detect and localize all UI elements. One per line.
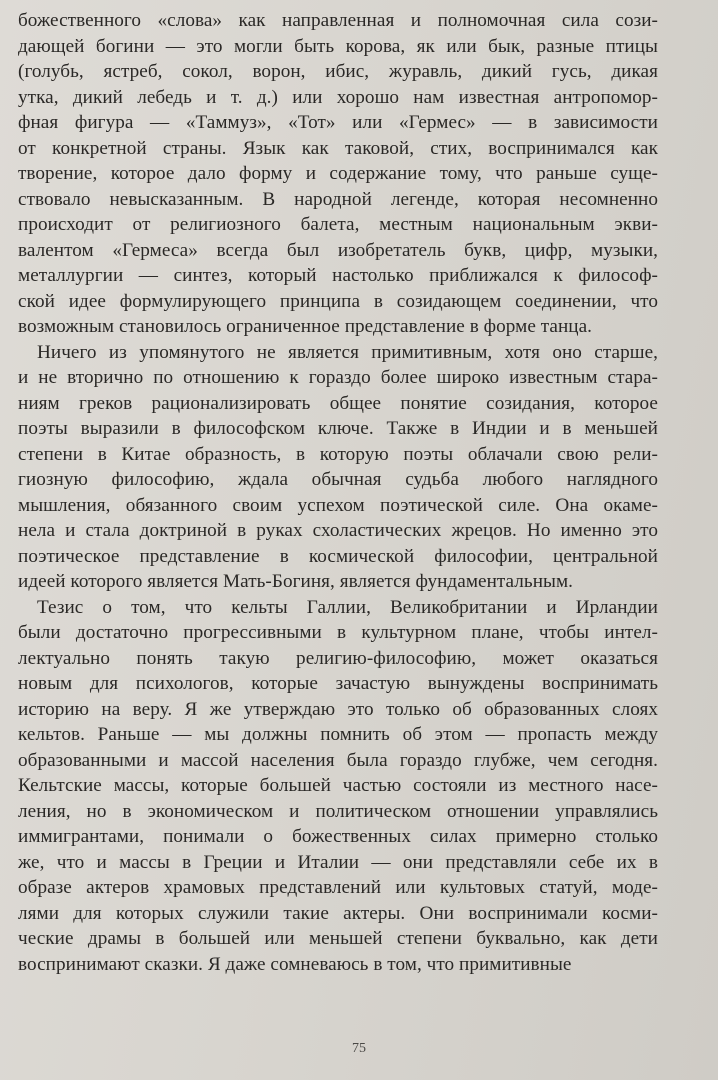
text-line: иммигрантами, понимали о божественных силах примерно столько bbox=[18, 826, 658, 847]
text-line: идеей которого является Мать-Богиня, является фундаментальным. bbox=[18, 571, 574, 592]
paragraph bbox=[18, 8, 658, 340]
text-line: происходит от религиозного балета, местным национальным экви- bbox=[18, 214, 658, 235]
paragraph bbox=[18, 595, 658, 978]
text-line: историю на веру. Я же утверждаю это только об образованных слоях bbox=[18, 698, 658, 720]
text-line: и не вторично по отношению к гораздо более широко известным стара- bbox=[18, 367, 658, 388]
text-line: мышления, обязанного своим успехом поэтической силе. Она окаме- bbox=[18, 494, 658, 516]
text-line: были достаточно прогрессивными в культурном плане, чтобы интел- bbox=[18, 622, 658, 643]
text-line: ческие драмы в большей или меньшей степени буквально, как дети bbox=[18, 928, 658, 949]
text-line: ления, но в экономическом и политическом отношении управлялись bbox=[18, 800, 658, 822]
text-line: металлургии — синтез, который настолько приближался к философ- bbox=[18, 265, 658, 286]
text-line: воспринимают сказки. Я даже сомневаюсь в том, что примитивные bbox=[18, 953, 572, 975]
page-number: 75 bbox=[352, 1041, 366, 1056]
text-line: ниям греков рационализировать общее понятие созидания, которое bbox=[18, 392, 658, 414]
paragraph bbox=[18, 340, 658, 595]
text-line: новым для психологов, которые зачастую вынуждены воспринимать bbox=[18, 673, 658, 694]
text-line: поэты выразили в философском ключе. Также в Индии и в меньшей bbox=[18, 418, 658, 439]
text-line: поэтическое представление в космической философии, центральной bbox=[18, 545, 658, 567]
text-line: лями для которых служили такие актеры. Они воспринимали косми- bbox=[18, 902, 658, 924]
text-line: степени в Китае образность, в которую поэты облачали свою рели- bbox=[18, 443, 658, 465]
text-line: утка, дикий лебедь и т. д.) или хорошо нам известная антропомор- bbox=[18, 86, 658, 108]
body-text bbox=[18, 8, 658, 977]
text-line: (голубь, ястреб, сокол, ворон, ибис, журавль, дикий гусь, дикая bbox=[18, 61, 658, 82]
text-line: от конкретной страны. Язык как таковой, стих, воспринимался как bbox=[18, 137, 658, 159]
text-line: гиозную философию, ждала обычная судьба любого наглядного bbox=[18, 469, 658, 490]
text-line: фная фигура — «Таммуз», «Тот» или «Гермес» — в зависимости bbox=[18, 112, 658, 133]
text-line: же, что и массы в Греции и Италии — они представляли себе их в bbox=[18, 851, 658, 873]
text-line: кельтов. Раньше — мы должны помнить об этом — пропасть между bbox=[18, 724, 658, 745]
text-line: ствовало невысказанным. В народной легенде, которая несомненно bbox=[18, 188, 658, 210]
text-line: образе актеров храмовых представлений или культовых статуй, моде- bbox=[18, 877, 658, 898]
text-line: творение, которое дало форму и содержание тому, что раньше суще- bbox=[18, 163, 658, 184]
text-line: божественного «слова» как направленная и полномочная сила сози- bbox=[18, 10, 658, 31]
text-line: Тезис о том, что кельты Галлии, Великобритании и Ирландии bbox=[37, 596, 658, 618]
text-line: образованными и массой населения была гораздо глубже, чем сегодня. bbox=[18, 749, 658, 771]
text-line: Ничего из упомянутого не является примитивным, хотя оно старше, bbox=[37, 341, 658, 363]
text-line: нела и стала доктриной в руках схоластических жрецов. Но именно это bbox=[18, 520, 658, 541]
text-line: возможным становилось ограниченное представление в форме танца. bbox=[18, 316, 593, 337]
text-line: ской идее формулирующего принципа в созидающем соединении, что bbox=[18, 290, 658, 312]
text-line: валентом «Гермеса» всегда был изобретатель букв, цифр, музыки, bbox=[18, 239, 658, 261]
text-line: Кельтские массы, которые большей частью состояли из местного насе- bbox=[18, 775, 658, 796]
text-line: лектуально понять такую религию-философию, может оказаться bbox=[18, 647, 658, 669]
text-line: дающей богини — это могли быть корова, як или бык, разные птицы bbox=[18, 35, 658, 57]
